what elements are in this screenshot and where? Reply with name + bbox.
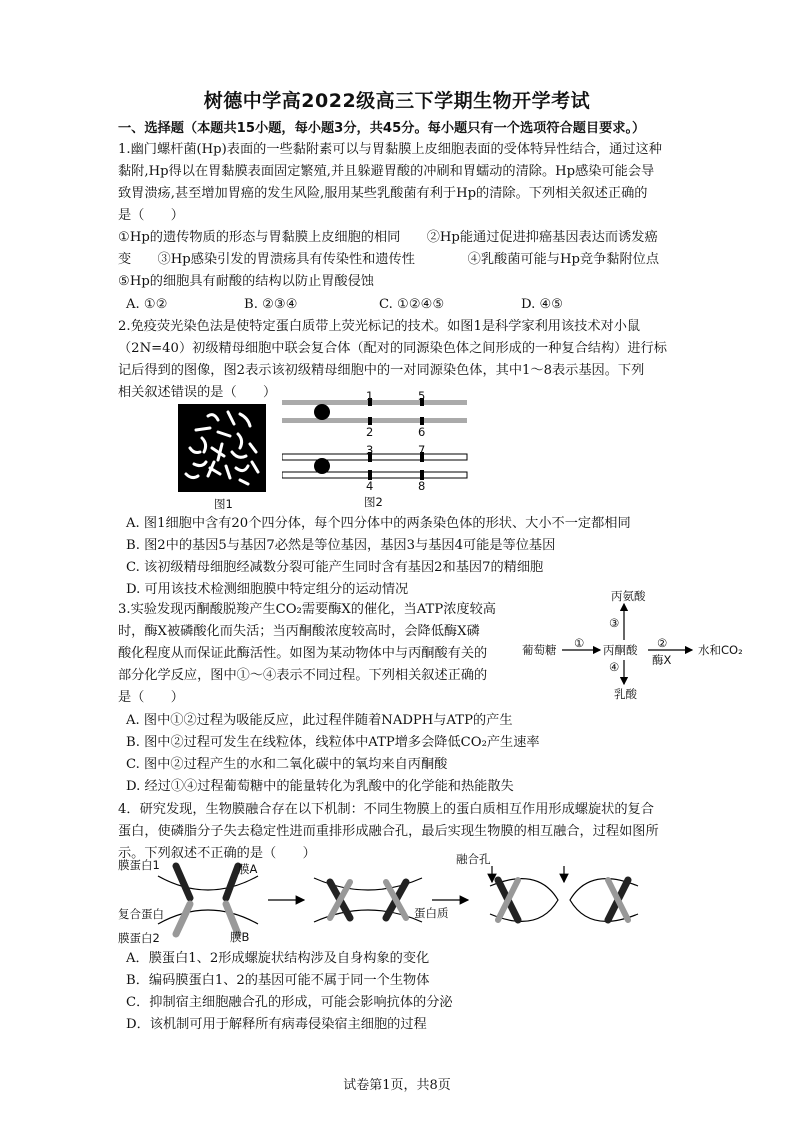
gene-label: 7 (418, 443, 426, 457)
q2-line: 记后得到的图像，图2表示该初级精母细胞中的一对同源染色体，其中1～8表示基因。下列 (118, 363, 645, 378)
q4-line: 蛋白，使磷脂分子失去稳定性进而重排形成融合孔，最后实现生物膜的相互融合，过程如图所 (118, 824, 659, 839)
q2-line: 2.免疫荧光染色法是使特定蛋白质带上荧光标记的技术。如图1是科学家利用该技术对小鼠 (118, 319, 641, 334)
pathway-step-3: ③ (609, 616, 620, 630)
q1-line: 致胃溃疡,甚至增加胃癌的发生风险,服用某些乳酸菌有利于Hp的清除。下列相关叙述正确的 (118, 186, 648, 201)
q2-option-a: A. 图1细胞中含有20个四分体，每个四分体中的两条染色体的形状、大小不一定都相同 (126, 516, 631, 531)
figure-2-homologous-chromosomes (282, 388, 472, 498)
q3-option-a: A. 图中①②过程为吸能反应，此过程伴随着NADPH与ATP的产生 (126, 713, 513, 728)
q1-line: 1.幽门螺杆菌(Hp)表面的一些黏附素可以与胃黏膜上皮细胞表面的受体特异性结合，通过这种 (118, 142, 662, 157)
gene-label: 5 (418, 389, 426, 403)
pathway-lactate: 乳酸 (614, 687, 637, 701)
label-membrane-protein-1: 膜蛋白1 (118, 858, 160, 872)
q3-option-b: B. 图中②过程可发生在线粒体，线粒体中ATP增多会降低CO₂产生速率 (126, 735, 540, 750)
pathway-step-4: ④ (609, 660, 620, 674)
figure-1-fluorescence-image (178, 404, 266, 492)
pathway-pyruvate: 丙酮酸 (603, 643, 638, 657)
gene-label: 1 (366, 389, 374, 403)
page-footer: 试卷第1页，共8页 (343, 1078, 451, 1093)
q1-line: 黏附,Hp得以在胃黏膜表面固定繁殖,并且躲避胃酸的冲刷和胃蠕动的清除。Hp感染可能会导 (118, 164, 655, 179)
q3-line: 酸化程度从而保证此酶活性。如图为某动物体中与丙酮酸有关的 (118, 646, 488, 661)
q3-option-c: C. 图中②过程产生的水和二氧化碳中的氧均来自丙酮酸 (126, 757, 448, 772)
q1-line: ①Hp的遗传物质的形态与胃黏膜上皮细胞的相同 ②Hp能通过促进抑癌基因表达而诱发癌 (118, 230, 658, 245)
label-membrane-b: 膜B (230, 930, 250, 944)
membrane-fusion-diagram (118, 846, 678, 946)
q2-line: （2N=40）初级精母细胞中联会复合体（配对的同源染色体之间形成的一种复合结构）进行标 (118, 341, 667, 356)
gene-label: 3 (366, 443, 374, 457)
q4-option-a: A．膜蛋白1、2形成螺旋状结构涉及自身构象的变化 (126, 951, 430, 966)
pathway-water-co2: 水和CO₂ (698, 643, 743, 657)
q1-line: 是（ ） (118, 208, 184, 223)
pathway-alanine: 丙氨酸 (611, 589, 646, 603)
q1-option-b: B. ②③④ (244, 297, 298, 312)
exam-title: 树德中学高2022级高三下学期生物开学考试 (203, 90, 591, 112)
q1-option-c: C. ①②④⑤ (379, 297, 445, 312)
q3-line: 是（ ） (118, 690, 184, 705)
gene-label: 8 (418, 479, 426, 493)
q2-option-b: B. 图2中的基因5与基因7必然是等位基因，基因3与基因4可能是等位基因 (126, 538, 556, 553)
q4-option-c: C．抑制宿主细胞融合孔的形成，可能会影响抗体的分泌 (126, 995, 453, 1010)
q4-option-b: B．编码膜蛋白1、2的基因可能不属于同一个生物体 (126, 973, 430, 988)
pathway-step-1: ① (574, 636, 585, 650)
q1-line: ⑤Hp的细胞具有耐酸的结构以防止胃酸侵蚀 (118, 274, 374, 289)
q3-line: 3.实验发现丙酮酸脱羧产生CO₂需要酶X的催化，当ATP浓度较高 (118, 602, 496, 617)
figure-2-caption: 图2 (364, 495, 383, 509)
label-membrane-protein-2: 膜蛋白2 (118, 931, 160, 945)
q4-line: 4．研究发现，生物膜融合存在以下机制：不同生物膜上的蛋白质相互作用形成螺旋状的复合 (118, 802, 654, 817)
pathway-step-2: ② (657, 636, 668, 650)
q3-line: 部分化学反应，图中①～④表示不同过程。下列相关叙述正确的 (118, 668, 488, 683)
gene-label: 2 (366, 425, 374, 439)
q1-option-a: A. ①② (126, 297, 168, 312)
q3-option-d: D. 经过①④过程葡萄糖中的能量转化为乳酸中的化学能和热能散失 (126, 779, 514, 794)
q4-line: 示。下列叙述不正确的是（ ） (118, 846, 316, 861)
gene-label: 6 (418, 425, 426, 439)
label-fusion-pore: 融合孔 (456, 852, 491, 866)
q1-option-d: D. ④⑤ (521, 297, 564, 312)
figure-1-caption: 图1 (214, 497, 233, 511)
pathway-enzyme-x: 酶X (652, 653, 672, 667)
q2-line: 相关叙述错误的是（ ） (118, 385, 277, 400)
section-heading: 一、选择题（本题共15小题，每小题3分，共45分。每小题只有一个选项符合题目要求。） (118, 121, 646, 136)
gene-label: 4 (366, 479, 374, 493)
label-protein: 蛋白质 (414, 906, 449, 920)
label-membrane-a: 膜A (238, 862, 258, 876)
q2-option-d: D. 可用该技术检测细胞膜中特定组分的运动情况 (126, 582, 409, 597)
q1-line: 变 ③Hp感染引发的胃溃疡具有传染性和遗传性 ④乳酸菌可能与Hp竞争黏附位点 (118, 252, 660, 267)
label-complex-protein: 复合蛋白 (118, 907, 164, 921)
q3-line: 时，酶X被磷酸化而失活；当丙酮酸浓度较高时，会降低酶X磷 (118, 624, 480, 639)
q4-option-d: D．该机制可用于解释所有病毒侵染宿主细胞的过程 (126, 1017, 427, 1032)
pathway-glucose: 葡萄糖 (522, 643, 557, 657)
q2-option-c: C. 该初级精母细胞经减数分裂可能产生同时含有基因2和基因7的精细胞 (126, 560, 544, 575)
